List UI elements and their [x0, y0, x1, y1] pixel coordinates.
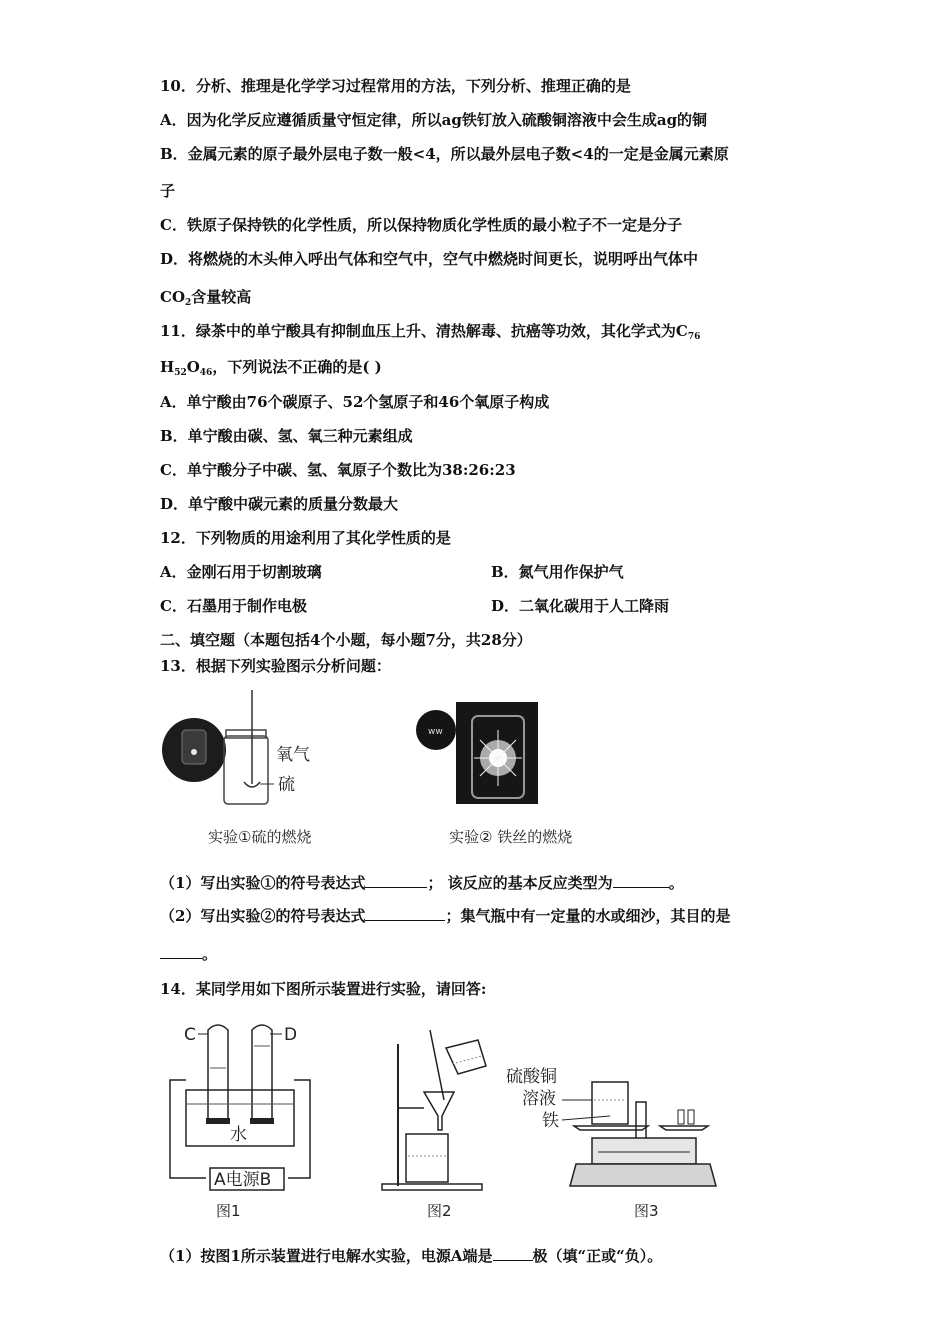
balance-apparatus	[502, 1060, 718, 1196]
q13-part1: （1）写出实验①的符号表达式 ； 该反应的基本反应类型为 。	[160, 874, 684, 892]
figure1-caption: 实验①硫的燃烧	[208, 828, 312, 846]
balance-base	[570, 1164, 716, 1186]
power-source-label: A电源B	[214, 1170, 272, 1190]
answer-blank-1[interactable]	[365, 873, 427, 888]
glass-rod	[430, 1030, 444, 1100]
filtration-apparatus	[378, 1030, 498, 1195]
iron-combustion-figure	[416, 700, 540, 806]
q12-stem: 12．下列物质的用途利用了其化学性质的是	[160, 529, 451, 547]
q11-stem: 11．绿茶中的单宁酸具有抑制血压上升、清热解毒、抗癌等功效，其化学式为$C_{76}$	[160, 322, 701, 342]
figure-1-caption: 图1	[216, 1202, 241, 1220]
section-heading: 二、填空题（本题包括4个小题，每小题7分，共28分）	[160, 631, 532, 649]
funnel	[424, 1092, 454, 1130]
answer-blank-5[interactable]	[493, 1246, 533, 1261]
receiving-beaker	[406, 1134, 448, 1182]
q14-stem: 14．某同学用如下图所示装置进行实验，请回答:	[160, 980, 487, 998]
q12-option-b: B．氮气用作保护气	[491, 563, 624, 581]
label-d: D	[284, 1025, 298, 1045]
q12-option-a: A．金刚石用于切割玻璃	[160, 563, 322, 581]
label-solution: 溶液	[522, 1089, 556, 1109]
q10-option-d-line2: $CO_2$含量较高	[160, 288, 252, 308]
q11-option-c: C．单宁酸分子中碳、氢、氧原子个数比为38:26:23	[160, 461, 516, 479]
figure-3-caption: 图3	[634, 1202, 659, 1220]
q11-option-a: A．单宁酸由76个碳原子、52个氢原子和46个氧原子构成	[160, 393, 550, 411]
balance-beam-housing	[592, 1138, 696, 1164]
q10-option-d-line1: D．将燃烧的木头伸入呼出气体和空气中，空气中燃烧时间更长，说明呼出气体中	[160, 250, 699, 268]
figure2-caption: 实验② 铁丝的燃烧	[449, 828, 573, 846]
label-sulfur: 硫	[278, 775, 295, 795]
answer-blank-2[interactable]	[613, 873, 669, 888]
gas-jar	[224, 736, 268, 804]
electrolysis-apparatus	[160, 1018, 320, 1198]
answer-blank-4[interactable]	[160, 944, 202, 959]
svg-text:ww: ww	[428, 727, 443, 737]
sulfur-flame	[191, 749, 197, 755]
q11-option-d: D．单宁酸中碳元素的质量分数最大	[160, 495, 399, 513]
q10-option-b-line1: B．金属元素的原子最外层电子数一般<4，所以最外层电子数<4的一定是金属元素原	[160, 145, 729, 163]
figure-2-caption: 图2	[427, 1202, 452, 1220]
sulfur-combustion-figure	[160, 690, 360, 815]
q14-part1: （1）按图1所示装置进行电解水实验，电源A端是 极（填“正或“负）。	[160, 1247, 663, 1265]
q11-formula-line: $H_{52}O_{46}$，下列说法不正确的是( )	[160, 358, 382, 378]
beaker-on-balance	[592, 1082, 628, 1124]
q13-stem: 13．根据下列实验图示分析问题：	[160, 657, 391, 675]
label-water: 水	[230, 1125, 247, 1145]
left-pan	[574, 1126, 648, 1130]
q10-option-c: C．铁原子保持铁的化学性质，所以保持物质化学性质的最小粒子不一定是分子	[160, 216, 682, 234]
q13-part2: （2）写出实验②的符号表达式 ；集气瓶中有一定量的水或细沙，其目的是	[160, 907, 731, 925]
label-c: C	[184, 1025, 196, 1045]
label-copper-sulfate: 硫酸铜	[506, 1067, 557, 1087]
right-pan	[660, 1126, 708, 1130]
q10-option-a: A．因为化学反应遵循质量守恒定律，所以ag铁钉放入硫酸铜溶液中会生成ag的铜	[160, 111, 708, 129]
wire-right	[288, 1080, 310, 1178]
q13-part2-cont: 。	[160, 944, 217, 964]
label-iron: 铁	[542, 1111, 559, 1131]
wire-left	[170, 1080, 206, 1178]
label-oxygen: 氧气	[276, 745, 310, 765]
q12-option-c: C．石墨用于制作电极	[160, 597, 307, 615]
q10-stem: 10．分析、推理是化学学习过程常用的方法，下列分析、推理正确的是	[160, 77, 631, 95]
answer-blank-3[interactable]	[365, 906, 445, 921]
q11-option-b: B．单宁酸由碳、氢、氧三种元素组成	[160, 427, 413, 445]
q12-option-d: D．二氧化碳用于人工降雨	[491, 597, 670, 615]
q10-option-b-line2: 子	[160, 182, 176, 200]
